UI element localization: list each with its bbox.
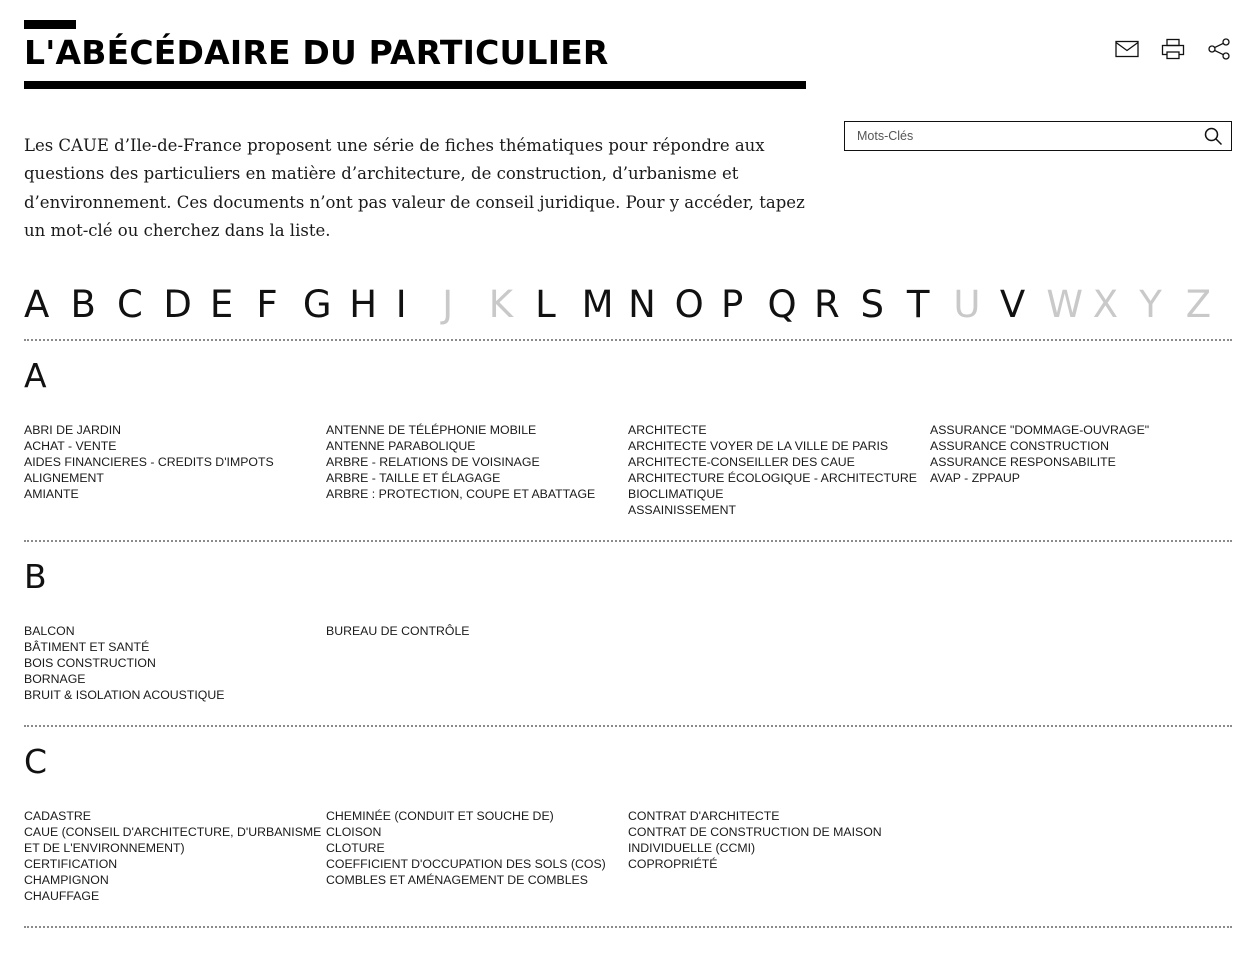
alphabet-letter-i[interactable]: I [395,282,407,326]
entry-link[interactable]: ASSURANCE CONSTRUCTION [930,438,1110,453]
entry-list [628,808,930,872]
alphabet-letter-e[interactable]: E [209,282,234,326]
mail-icon[interactable] [1114,36,1140,62]
page-title: L'ABÉCÉDAIRE DU PARTICULIER [24,33,609,72]
section-divider [24,926,1232,928]
entry-link[interactable]: BUREAU DE CONTRÔLE [326,623,470,638]
alphabet-letter-x: X [1092,282,1119,326]
alphabet-letter-z: Z [1185,282,1212,326]
entry-column [326,623,628,703]
entry-list [326,623,628,639]
abecedaire-page [0,20,1256,978]
entry-list [326,808,628,888]
entry-list [24,422,326,502]
alphabet-letter-w: W [1046,282,1083,326]
entry-link[interactable]: BRUIT & ISOLATION ACOUSTIQUE [24,687,225,702]
section-letter-heading: B [24,556,47,596]
entry-column [326,808,628,904]
alphabet-letter-v[interactable]: V [999,282,1026,326]
entry-column [930,808,1232,904]
entry-link[interactable]: BORNAGE [24,671,86,686]
entry-link[interactable]: CHAUFFAGE [24,888,100,903]
entry-link[interactable]: BÂTIMENT ET SANTÉ [24,639,150,654]
alphabet-letter-p[interactable]: P [721,282,744,326]
section-letter-heading: C [24,741,48,781]
entry-link[interactable]: ARBRE - TAILLE ET ÉLAGAGE [326,470,501,485]
entry-link[interactable]: CHAMPIGNON [24,872,109,887]
alphabet-letter-b[interactable]: B [70,282,96,326]
entry-link[interactable]: AVAP - ZPPAUP [930,470,1020,485]
intro-row [24,115,1232,262]
alphabet-letter-m[interactable]: M [581,282,614,326]
entry-link[interactable]: ANTENNE PARABOLIQUE [326,438,476,453]
alphabet-letter-o[interactable]: O [674,282,704,326]
entry-link[interactable]: BOIS CONSTRUCTION [24,655,156,670]
alphabet-letter-k: K [488,282,513,326]
entry-link[interactable]: ARCHITECTURE ÉCOLOGIQUE - ARCHITECTURE BIOCLIMATIQUE [628,470,918,501]
search-box[interactable] [844,121,1232,151]
entry-column [628,422,930,518]
entry-link[interactable]: CHEMINÉE (CONDUIT ET SOUCHE DE) [326,808,554,823]
section-a [24,341,1232,542]
entry-link[interactable]: CLOTURE [326,840,385,855]
alphabet-letter-t[interactable]: T [906,282,930,326]
title-rule-top [24,20,76,29]
entry-link[interactable]: ARCHITECTE [628,422,707,437]
alphabet-letter-r[interactable]: R [813,282,840,326]
share-icon[interactable] [1206,36,1232,62]
entry-link[interactable]: COEFFICIENT D'OCCUPATION DES SOLS (COS) [326,856,606,871]
entry-column [628,808,930,904]
entry-link[interactable]: ASSAINISSEMENT [628,502,736,517]
entry-column [24,623,326,703]
alphabet-letter-u: U [953,282,981,326]
entry-column [24,808,326,904]
entry-column [930,422,1232,518]
entry-link[interactable]: CERTIFICATION [24,856,118,871]
entry-link[interactable]: AIDES FINANCIERES - CREDITS D'IMPOTS [24,454,274,469]
entry-link[interactable]: CAUE (CONSEIL D'ARCHITECTURE, D'URBANISME ET DE L'ENVIRONNEMENT) [24,824,322,855]
entry-list [326,422,628,502]
section-b [24,542,1232,727]
entry-column [930,623,1232,703]
entry-link[interactable]: CLOISON [326,824,382,839]
print-icon[interactable] [1160,36,1186,62]
alphabet-nav[interactable] [24,282,1232,333]
alphabet-letter-d[interactable]: D [163,282,192,326]
entry-link[interactable]: ARCHITECTE-CONSEILLER DES CAUE [628,454,855,469]
page-actions-toolbar [1114,36,1232,62]
section-columns [24,808,1232,904]
section-columns [24,623,1232,703]
entry-link[interactable]: ABRI DE JARDIN [24,422,122,437]
alphabet-letter-c[interactable]: C [116,282,143,326]
alphabet-letter-n[interactable]: N [628,282,656,326]
title-rule-bottom [24,81,806,89]
entry-list [930,422,1232,486]
alphabet-letter-f[interactable]: F [256,282,278,326]
entry-link[interactable]: CADASTRE [24,808,91,823]
entry-link[interactable]: BALCON [24,623,75,638]
entry-link[interactable]: ALIGNEMENT [24,470,104,485]
entry-link[interactable]: ARBRE : PROTECTION, COUPE ET ABATTAGE [326,486,596,501]
alphabet-letter-h[interactable]: H [349,282,378,326]
entry-list [24,808,326,904]
entry-column [24,422,326,518]
entry-link[interactable]: ANTENNE DE TÉLÉPHONIE MOBILE [326,422,537,437]
entry-link[interactable]: ARCHITECTE VOYER DE LA VILLE DE PARIS [628,438,889,453]
search-input[interactable] [855,128,1201,144]
letter-sections [24,341,1232,928]
section-columns [24,422,1232,518]
alphabet-letter-l[interactable]: L [535,282,556,326]
entry-link[interactable]: COPROPRIÉTÉ [628,856,718,871]
entry-link[interactable]: CONTRAT DE CONSTRUCTION DE MAISON INDIVIDUELLE (CCMI) [628,824,882,855]
alphabet-letter-q[interactable]: Q [767,282,797,326]
entry-link[interactable]: COMBLES ET AMÉNAGEMENT DE COMBLES [326,872,588,887]
alphabet-letter-y: Y [1139,282,1162,326]
entry-list [24,623,326,703]
entry-link[interactable]: ACHAT - VENTE [24,438,117,453]
alphabet-letter-s[interactable]: S [860,282,884,326]
section-letter-heading: A [24,355,47,395]
entry-column [628,623,930,703]
entry-link[interactable]: ARBRE - RELATIONS DE VOISINAGE [326,454,540,469]
entry-link[interactable]: AMIANTE [24,486,79,501]
alphabet-letter-a[interactable]: A [24,282,50,326]
alphabet-letter-g[interactable]: G [302,282,332,326]
entry-link[interactable]: CONTRAT D'ARCHITECTE [628,808,780,823]
alphabet-letter-j: J [442,282,454,326]
intro-text: Les CAUE d’Ile-de-France proposent une série de fiches thématiques pour répondre aux questions des particuliers en matière d’architecture, de construction, d’urbanisme et d’environnement. Ces documents n’ont pas valeur de conseil juridique. Pour y accéder, tapez un mot-clé ou cherchez dans la liste. [24,135,805,240]
search-icon[interactable] [1201,126,1225,146]
section-c [24,727,1232,928]
entry-link[interactable]: ASSURANCE "DOMMAGE-OUVRAGE" [930,422,1150,437]
entry-list [628,422,930,518]
entry-link[interactable]: ASSURANCE RESPONSABILITE [930,454,1116,469]
entry-column [326,422,628,518]
